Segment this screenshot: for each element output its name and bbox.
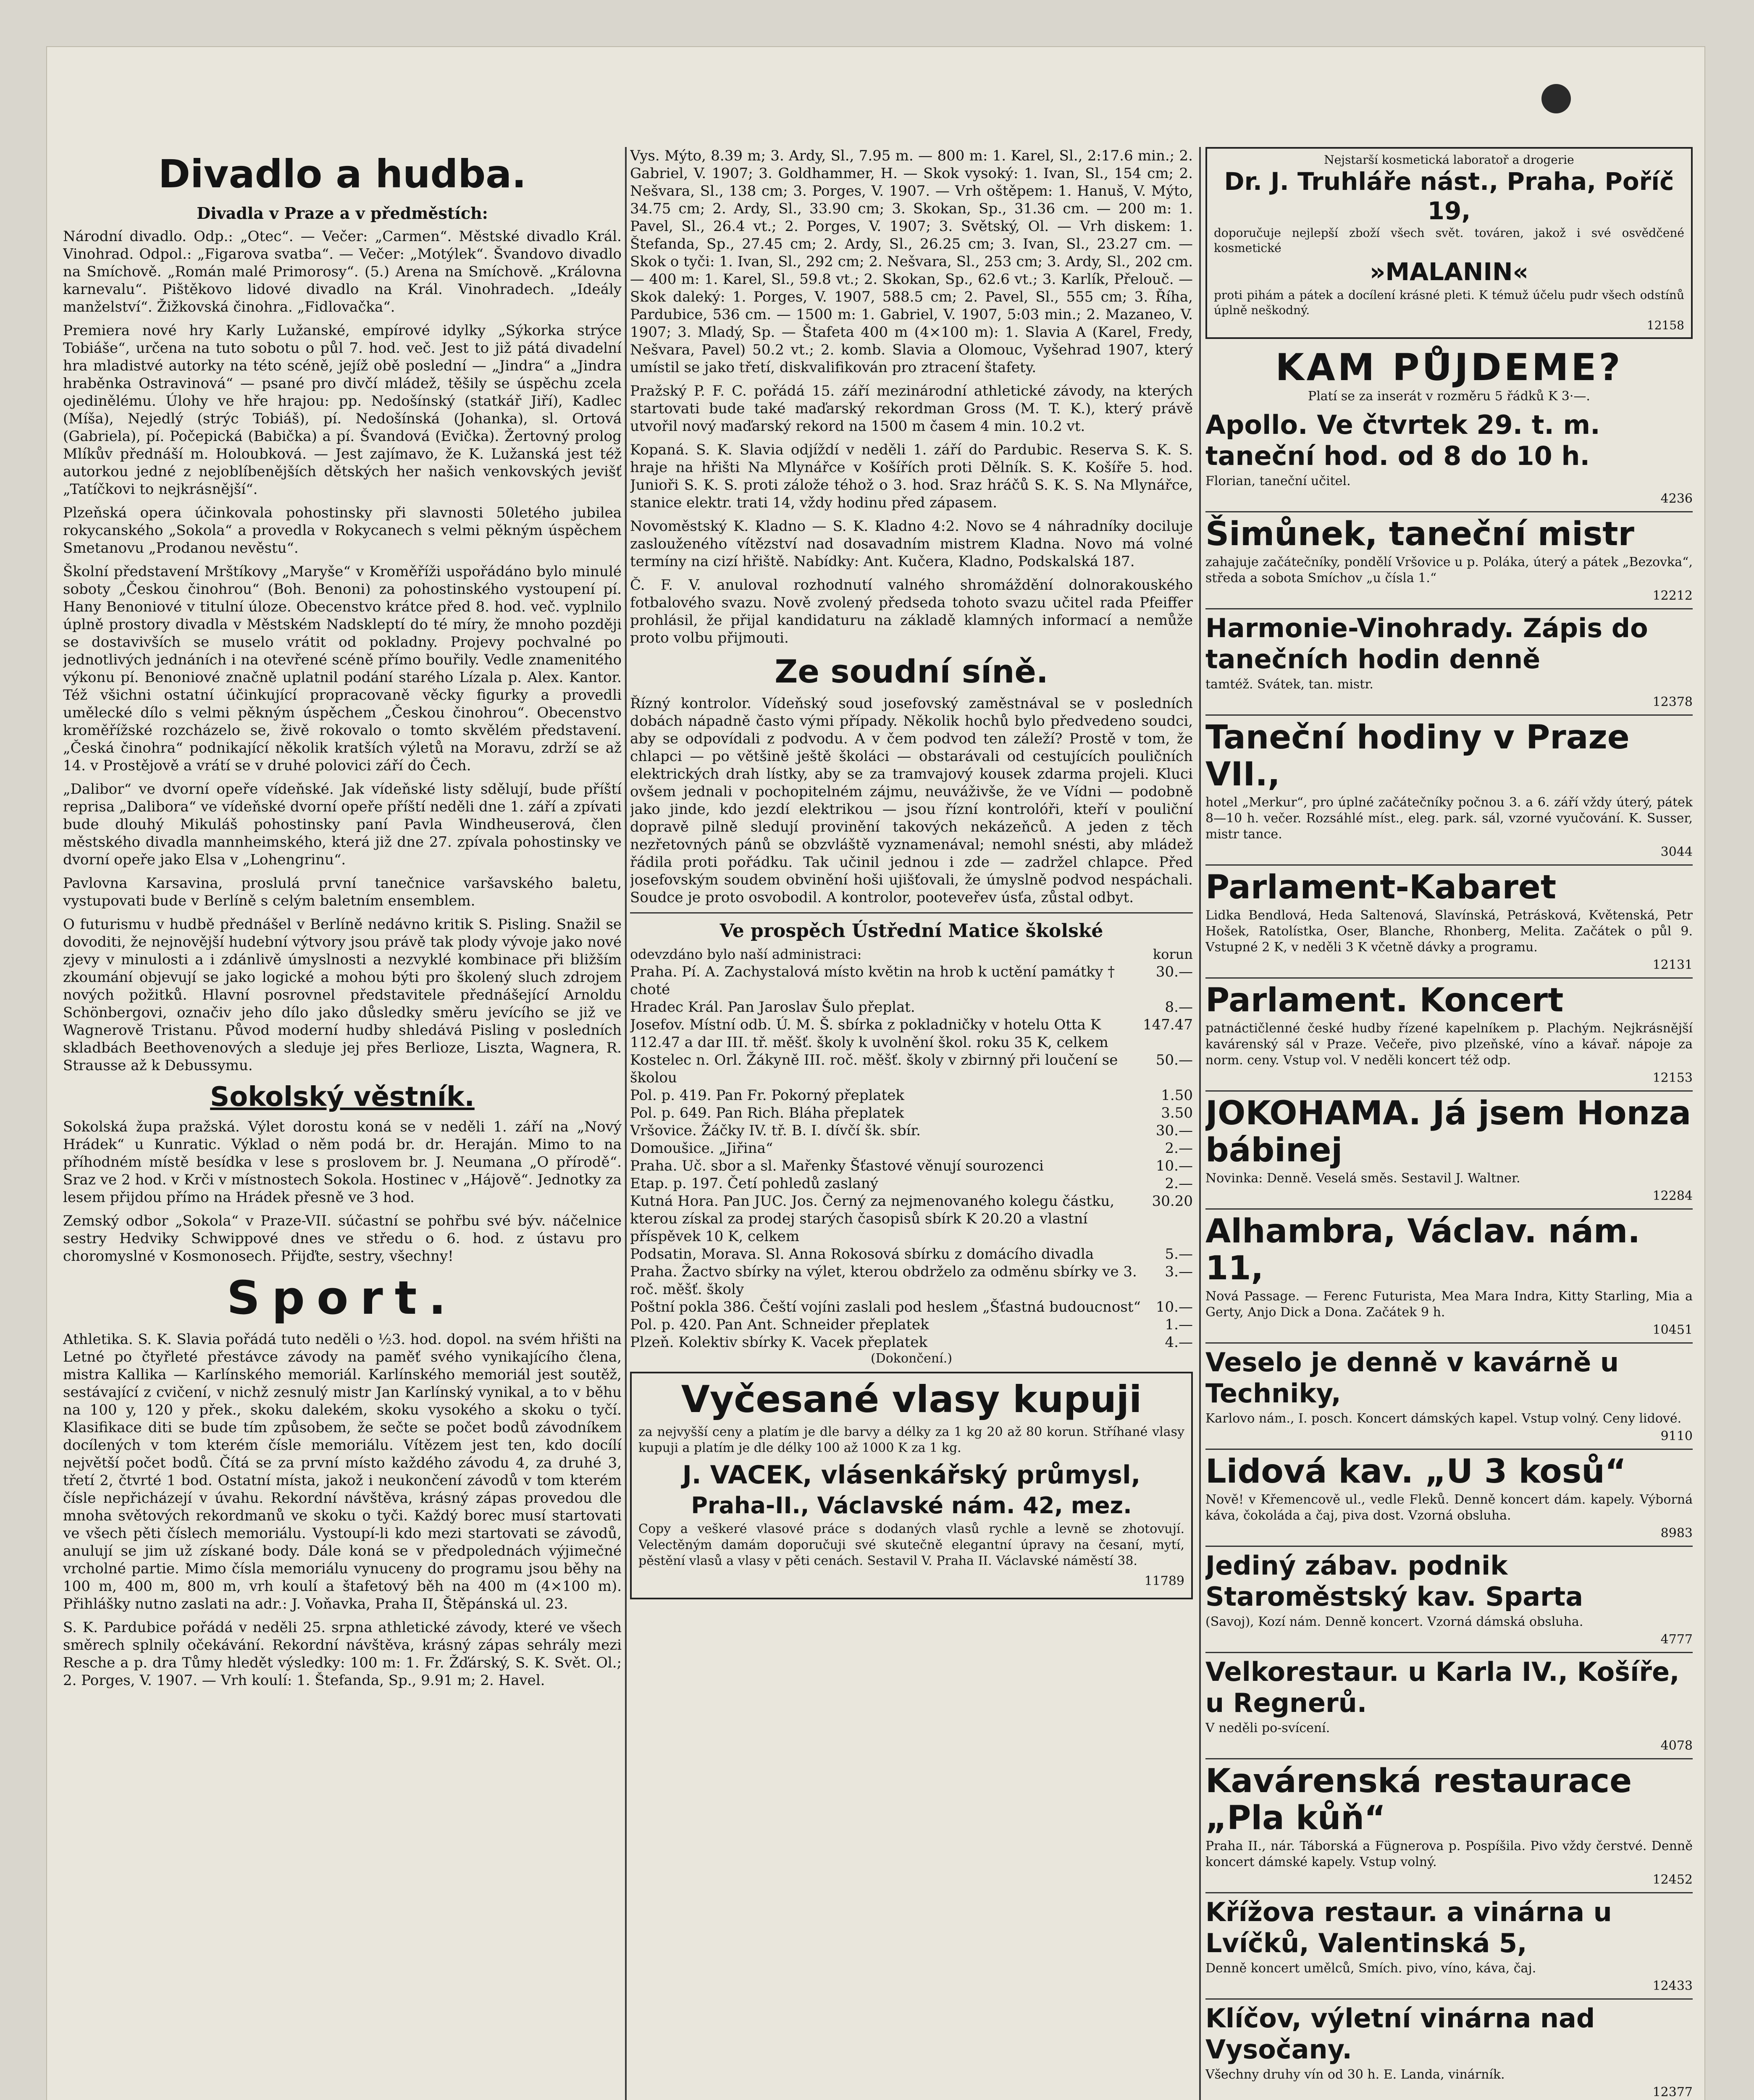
continued-note: (Dokončení.) [870, 1351, 953, 1366]
kam-ad [1205, 719, 1693, 866]
donation-row [630, 1334, 1193, 1351]
article-paragraph: Novoměstský K. Kladno — S. K. Kladno 4:2. Novo se 4 náhradníky dociluje zaslouženého vítězství nad dosavadním mistrem Kladna. Novo má volné termíny na cizí hřiště. Nabídky: Ant. Kučera, Kladno, Podskalská 187. [630, 518, 1193, 570]
ad-code: 4078 [1660, 1738, 1693, 1753]
ad-vacek-address: Praha-II., Václavské nám. 42, mez. [691, 1492, 1132, 1519]
donation-row [630, 1087, 1193, 1104]
kam-ad-text: Lidka Bendlová, Heda Saltenová, Slavínská, Petrásková, Květenská, Petr Hošek, Ratolístka, Oser, Blanche, Rhonberg, Melita. Začátek o půl 9. Vstupné 2 K, v neděli 3 K včetně dávky a programu. [1205, 908, 1693, 955]
donation-text: Vršovice. Žáčky IV. tř. B. I. dívčí šk. sbír. [630, 1122, 921, 1139]
kam-ad-list [1205, 410, 1693, 2100]
kam-ad-text: patnáctičlenné české hudby řízené kapelníkem p. Plachým. Nejkrásnější kavárenský sál v Praze. Večeře, pivo plzeňské, víno a kávař. nápoje za norm. ceny. Vstup vol. V neděli koncert též odp. [1205, 1021, 1693, 1068]
kam-ad [1205, 410, 1693, 512]
kam-ad-text: Nová Passage. — Ferenc Futurista, Mea Mara Indra, Kitty Starling, Mia a Gerty, Anjo Dick a Dona. Začátek 9 h. [1205, 1289, 1693, 1320]
binding-hole-mark [1541, 84, 1571, 113]
ad-code: 12153 [1652, 1071, 1693, 1085]
divider [630, 912, 1193, 914]
matice-subtitle: odevzdáno bylo naší administraci: [630, 946, 862, 962]
divider [1205, 1449, 1693, 1450]
kam-ad-text: Novinka: Denně. Veselá směs. Sestavil J. Waltner. [1205, 1171, 1520, 1186]
article-paragraph: O futurismu v hudbě přednášel v Berlíně nedávno kritik S. Pisling. Snažil se dovoditi, že nejnovější hudební výtvory jsou právě tak plody vývoje jako nové zjevy v minulosti a i zdánlivě úmyslnosti a nezvyklé kombinace při bližším zkoumání objevují se jako logické a mohou býti pro školený sluch zdrojem nových požitků. Hlavní posrovnel představitele přednášející Arnoldu Schönbergovi, označiv jeho dílo jako důsledky směru jevícího se již ve Wagnerově Tristanu. Původ moderní hudby shledává Pisling v posledních skladbách Beethovenových a sleduje jej přes Berlioze, Liszta, Wagnera, R. Strausse až k Debussymu. [63, 916, 622, 1074]
donation-amount: 1.— [1165, 1316, 1193, 1333]
donation-row [630, 1175, 1193, 1192]
divider [1205, 977, 1693, 979]
kam-ad-text: Všechny druhy vín od 30 h. E. Landa, vinárník. [1205, 2067, 1505, 2082]
kam-ad-text: Nově! v Křemencově ul., vedle Fleků. Denně koncert dám. kapely. Výborná káva, čokoláda a čaj, piva dost. Vzorná obsluha. [1205, 1492, 1693, 1523]
ad-vacek [630, 1372, 1193, 1599]
kam-ad-title: Taneční hodiny v Praze VII., [1205, 719, 1630, 793]
kam-ad-title: Šimůnek, taneční mistr [1205, 515, 1635, 553]
ad-truhlar [1205, 147, 1693, 339]
donation-row [630, 1245, 1193, 1263]
kam-ad-text: hotel „Merkur“, pro úplné začátečníky počnou 3. a 6. září vždy úterý, pátek 8—10 h. večer. Rozsáhlé míst., eleg. park. sál, vzorné vyučování. K. Susser, mistr tance. [1205, 795, 1693, 842]
donation-text: Domoušice. „Jiřina“ [630, 1140, 773, 1157]
kam-title: KAM PŮJDEME? [1275, 346, 1623, 389]
donation-row [630, 1016, 1193, 1051]
divider [1205, 1758, 1693, 1759]
kam-ad-text: Florian, taneční učitel. [1205, 474, 1351, 488]
donation-amount: 30.20 [1152, 1193, 1193, 1210]
article-paragraph: Kopaná. S. K. Slavia odjíždí v neděli 1. září do Pardubic. Reserva S. K. S. hraje na hřišti Na Mlynářce v Košířích proti Dělník. S. K. Košíře 5. hod. Junioři S. K. S. proti zálože téhož o 3. hod. Sraz hráčů S. K. S. Na Mlynářce, stanice elektr. trati 14, vždy hodinu před zápasem. [630, 441, 1193, 511]
divider [1205, 1342, 1693, 1344]
divider [1205, 608, 1693, 609]
donation-row [630, 1051, 1193, 1087]
ad-code: 4777 [1660, 1632, 1693, 1647]
column-rule [625, 147, 627, 2100]
column-3 [1205, 147, 1693, 2100]
kam-ad [1205, 2003, 1693, 2100]
donation-amount: 50.— [1155, 1052, 1193, 1068]
donation-amount: 1.50 [1161, 1087, 1193, 1104]
ad-truhlar-text: doporučuje nejlepší zboží všech svět. továren, jakož i své osvědčené kosmetické [1214, 226, 1684, 255]
donation-amount: 5.— [1165, 1246, 1193, 1263]
ad-vacek-text2: Copy a veškeré vlasové práce s dodaných vlasů rychle a levně se zhotovují. Velectěným damám doporučuji své skutečně elegantní úpravy na česaní, mytí, pěstění vlasů a vlasy v pěti cenách. Sestavil V. Praha II. Václavské náměstí 38. [638, 1522, 1184, 1568]
article-paragraph: Pavlovna Karsavina, proslulá první tanečnice varšavského baletu, vystupovati bude v Berlíně s celým baletním ensemblem. [63, 875, 622, 909]
donation-amount: 147.47 [1143, 1016, 1193, 1033]
kam-ad [1205, 1453, 1693, 1547]
section-title-matice: Ve prospěch Ústřední Matice školské [719, 920, 1103, 942]
donation-amount: 30.— [1155, 1122, 1193, 1139]
donation-amount: 10.— [1155, 1158, 1193, 1174]
kam-ad-title: Kavárenská restaurace „Pla kůň“ [1205, 1762, 1632, 1837]
theatre-listing: Národní divadlo. Odp.: „Otec“. — Večer: „Carmen“. Městské divadlo Král. Vinohrad. Odpol.: „Figarova svatba“. — Večer: „Motýlek“. Švandovo divadlo na Smíchově. „Román malé Primorosy“. (5.) Arena na Smíchově. „Královna karnevalu“. Pištěkovo lidové divadlo na Král. Vinohradech. „Ideály manželství“. Žižkovská činohra. „Fidlovačka“. [63, 228, 622, 315]
article-paragraph: Č. F. V. anuloval rozhodnutí valného shromáždění dolnorakouského fotbalového svazu. Nově zvolený předseda tohoto svazu učitel rada Pfeiffer prohlásil, že přijal kandidaturu na základě klamných informací a nemůže proto volbu přijmouti. [630, 577, 1193, 646]
donation-text: Pol. p. 419. Pan Fr. Pokorný přeplatek [630, 1087, 905, 1104]
ad-code: 12452 [1652, 1872, 1693, 1887]
kam-ad-title: Apollo. Ve čtvrtek 29. t. m. taneční hod. od 8 do 10 h. [1205, 410, 1600, 471]
donation-row [630, 1104, 1193, 1122]
donation-text: Plzeň. Kolektiv sbírky K. Vacek přeplatek [630, 1334, 928, 1351]
ad-truhlar-malanin: »MALANIN« [1369, 257, 1529, 286]
divider [1205, 1998, 1693, 2000]
donation-amount: 4.— [1165, 1334, 1193, 1351]
ad-code: 12378 [1652, 695, 1693, 709]
article-paragraph: „Dalibor“ ve dvorní opeře vídeňské. Jak vídeňské listy sdělují, bude příští reprisa „Dalibora“ ve vídeňské dvorní opeře příští neděli dne 1. září a zpívati bude dlouhý Mikuláš pohostinsky paní Pavla Windheuserová, člen městského divadla mannheimského, která již dne 27. zpívala pohostinsky ve dvorní opeře jako Elsa v „Lohengrinu“. [63, 781, 622, 868]
section-subtitle-theatre: Divadla v Praze a v předměstích: [197, 204, 488, 223]
column-rule [1199, 147, 1201, 2100]
donation-row [630, 998, 1193, 1016]
ad-code: 12131 [1652, 958, 1693, 972]
section-title-sport: Sport. [226, 1271, 458, 1325]
article-paragraph: Řízný kontrolor. Vídeňský soud josefovský zaměstnával se v posledních dobách nápadně často vými případy. Několik hochů bylo předvedeno soudci, aby se odpovídali z podvodu. A v čem podvod ten záleží? Prostě v tom, že chlapci — po většině ještě školáci — obstarávali od cestujících pouličních elektrických drah lístky, aby se za tramvajový kousek zdarma projeli. Kluci ovšem jednali v pochopitelném zájmu, neuváživše, že ve Vídni — podobně jako jinde, kdo jezdí elektrikou — jsou řízní kontrolóři, kteří v pouliční dopravě pilně sledují provinění takových nekázeňců. A jeden z těch nezřetovných pánů se obzvláště vyznamenával; nemohl snésti, aby mládež řádila proti pořádku. Tak učinil jednou i zde — zadržel chlapce. Před josefovským soudem obvinění hoši ujišťovali, že úmyslně podvod nespáchali. Soudce je proto osvobodil. A kontrolor, pooteveřev úsťa, zůstal odbyt. [630, 695, 1193, 906]
article-paragraph: Školní představení Mrštíkovy „Maryše“ v Kroměříži uspořádáno bylo minulé soboty „Českou činohrou“ (Boh. Benoni) za pohostinského vystoupení pí. Hany Benoniové v titulní úloze. Obecenstvo krátce před 8. hod. več. vyplnilo úplně prostory divadla v Městském Nadskleptí do té míry, že mnoho později se dostavivších se muselo vrátit od pokladny. Projevy pochvalné po jednotlivých jednáních i na otevřené scéně přímo bouřily. Vedle znamenitého výkonu pí. Benoniové značně uplatnil podání starého Lízala p. Alex. Kantor. Též všichni ostatní účinkující propracovaně věcky figurky a provedli umělecké dílo s velmi pěkným úspěchem „Českou činohrou“. Obecenstvo kroměřížské rozcházelo se, živě rokovalo o tomto skvělém představení. „Česká činohra“ podnikající několik kratších výletů na Moravu, zdrží se až 14. v Prostějově a vrátí se v druhé polovici září do Čech. [63, 563, 622, 774]
kam-ad-title: Klíčov, výletní vinárna nad Vysočany. [1205, 2003, 1595, 2065]
donation-text: Pol. p. 420. Pan Ant. Schneider přeplatek [630, 1316, 929, 1333]
article-paragraph: Sokolská župa pražská. Výlet dorostu koná se v neděli 1. září na „Nový Hrádek“ u Kunratic. Výklad o něm podá br. dr. Heraján. Mimo to na příhodném místě besídka v lese s proslovem br. J. Neumana „O přírodě“. Sraz ve 2 hod. v Krči v místnostech Sokola. Hostinec v „Hájově“. Jednotky za lesem přijdou přímo na Hrádek přesně ve 3 hod. [63, 1118, 622, 1206]
sport-results: Vys. Mýto, 8.39 m; 3. Ardy, Sl., 7.95 m. — 800 m: 1. Karel, Sl., 2:17.6 min.; 2. Gabriel, V. 1907; 3. Goldhammer, H. — Skok vysoký: 1. Ivan, Sl., 154 cm; 2. Nešvara, Sl., 138 cm; 3. Porges, V. 1907. — Vrh oštěpem: 1. Hanuš, V. Mýto, 34.75 cm; 2. Ardy, Sl., 33.90 cm; 3. Skokan, Sp., 31.36 cm. — 200 m: 1. Pavel, Sl., 26.4 vt.; 2. Porges, V. 1907; 3. Světský, Ol. — Vrh diskem: 1. Štefanda, Sp., 27.45 cm; 2. Ardy, Sl., 26.25 cm; 3. Ivan, Sl., 23.27 cm. — Skok o tyči: 1. Ivan, Sl., 292 cm; 2. Nešvara, Sl., 253 cm; 3. Ardy, Sl., 202 cm. — 400 m: 1. Karel, Sl., 59.8 vt.; 2. Skokan, Sp., 62.6 vt.; 3. Karlík, Přelouč. — Skok daleký: 1. Porges, V. 1907, 588.5 cm; 2. Pavel, Sl., 555 cm; 3. Říha, Pardubice, 536 cm. — 1500 m: 1. Gabriel, V. 1907, 5:03 min.; 2. Mazaneo, V. 1907; 3. Mladý, Sp. — Štafeta 400 m (4×100 m): 1. Slavia A (Karel, Fredy, Nešvara, Pavel) 50.2 vt.; 2. komb. Slavia a Olomouc, Vyšehrad 1907, který umístil se jako třetí, diskvalifikován pro ztracení štafety. [630, 147, 1193, 376]
kam-ad-title: Alhambra, Václav. nám. 11, [1205, 1213, 1640, 1287]
ad-code: 12284 [1652, 1189, 1693, 1203]
donation-text: Praha. Uč. sbor a sl. Mařenky Šťastové věnují sourozenci [630, 1158, 1044, 1174]
kam-ad-title: Křížova restaur. a vinárna u Lvíčků, Valentinská 5, [1205, 1897, 1612, 1958]
donation-row [630, 963, 1193, 998]
donation-text: Praha. Žactvo sbírky na výlet, kterou obdrželo za odměnu sbírky ve 3. roč. měšť. školy [630, 1263, 1137, 1298]
ad-code: 12433 [1652, 1979, 1693, 1993]
ad-code: 3044 [1660, 845, 1693, 859]
donation-list [630, 963, 1193, 1351]
divider [1205, 1208, 1693, 1210]
ad-code: 9110 [1660, 1429, 1693, 1444]
ad-truhlar-top: Nejstarší kosmetická laboratoř a drogerie [1324, 153, 1574, 167]
donation-row [630, 1316, 1193, 1334]
kam-ad-title: Veselo je denně v kavárně u Techniky, [1205, 1347, 1619, 1409]
kam-ad-text: Karlovo nám., I. posch. Koncert dámských kapel. Vstup volný. Ceny lidové. [1205, 1411, 1682, 1426]
divider [1205, 864, 1693, 866]
article-paragraph: Plzeňská opera účinkovala pohostinsky při slavnosti 50letého jubilea rokycanského „Sokola“ a provedla v Rokycanech s velmi pěkným úspěchem Smetanovu „Prodanou nevěstu“. [63, 504, 622, 556]
kam-ad-title: Velkorestaur. u Karla IV., Košíře, u Regnerů. [1205, 1656, 1680, 1718]
kam-ad [1205, 1095, 1693, 1210]
donation-text: Kostelec n. Orl. Žákyně III. roč. měšť. školy v zbirnný při loučení se školou [630, 1052, 1118, 1086]
kam-ad [1205, 1347, 1693, 1450]
kam-ad-text: tamtéž. Svátek, tan. mistr. [1205, 677, 1373, 692]
article-paragraph: Athletika. S. K. Slavia pořádá tuto neděli o ½3. hod. dopol. na svém hřišti na Letné po čtyřleté přestávce závody na paměť svého vynikajícího člena, mistra Kallika — Karlínského memoriál. Karlínského memoriál jest soutěž, sestávající z cvičení, v nichž zesnulý mistr Jan Karlínský vynikal, a to v běhu na 100 y, 120 y přek., skoku dalekém, skoku vysokého a skoku o tyčí. Klasifikace diti se bude tím způsobem, že sečte se počet bodů závodníkem docílených v tom kterém čísle memoriálu. Vítězem jest ten, kdo docílí největší počet bodů. Čítá se za první místo každého závodu 4, za druhé 3, třetí 2, čtvrté 1 bod. Ostatní místa, jakož i neukončení závodů v tom kterém čísle nepřicházejí v úvahu. Rekordní návštěva, krásný zápas provedou dle mnoha světových rekordmanů ve skoku o tyči. Každý borec musí startovati ve všech pěti číslech memoriálu. Vystoupí-li kdo mezi startovati se závodů, anulují se jim už získané body. Dále koná se v předpolednách výjimečné vrcholné partie. Mimo čísla memoriálu vynuceny do programu jsou běhy na 100 m, 400 m, 800 m, vrh koulí a štafetový běh na 400 m (4×100 m). Přihlášky nutno zaslati na adr.: J. Voňavka, Praha II, Štěpánská ul. 23. [63, 1331, 622, 1612]
donation-amount: 2.— [1165, 1140, 1193, 1157]
divider [1205, 714, 1693, 716]
kam-ad-text: (Savoj), Kozí nám. Denně koncert. Vzorná dámská obsluha. [1205, 1614, 1583, 1629]
kam-ad-title: Parlament. Koncert [1205, 982, 1564, 1019]
ad-code: 8983 [1660, 1526, 1693, 1541]
kam-ad-title: Harmonie-Vinohrady. Zápis do tanečních hodin denně [1205, 613, 1648, 675]
kam-ad [1205, 516, 1693, 609]
donation-row [630, 1298, 1193, 1316]
donation-row [630, 1122, 1193, 1139]
donation-amount: 8.— [1165, 999, 1193, 1016]
kam-ad-title: Jediný zábav. podnik Staroměstský kav. Sparta [1205, 1550, 1583, 1612]
donation-text: Poštní pokla 386. Čeští vojíni zaslali pod heslem „Šťastná budoucnost“ [630, 1299, 1141, 1315]
kam-ad [1205, 613, 1693, 716]
ad-code: 12212 [1652, 588, 1693, 603]
donation-amount: 3.— [1165, 1263, 1193, 1280]
kam-ad [1205, 1550, 1693, 1653]
article-paragraph: S. K. Pardubice pořádá v neděli 25. srpna athletické závody, které ve všech směrech splnily očekávání. Rekordní návštěva, krásný zápas sehrály mezi Resche a p. dra Tůmy hledět výsledky: 100 m: 1. Fr. Žďárský, S. K. Svět. Ol.; 2. Porges, V. 1907. — Vrh koulí: 1. Štefanda, Sp., 9.91 m; 2. Havel. [63, 1619, 622, 1689]
column-1 [63, 147, 622, 2100]
divider [1205, 1892, 1693, 1893]
section-title-theatre: Divadlo a hudba. [158, 152, 527, 197]
donation-text: Pol. p. 649. Pan Rich. Bláha přeplatek [630, 1105, 904, 1121]
section-title-sokol: Sokolský věstník. [210, 1082, 475, 1113]
section-title-court: Ze soudní síně. [775, 653, 1048, 690]
divider [1205, 511, 1693, 512]
matice-subtitle-row [630, 945, 1193, 963]
kam-subtitle: Platí se za inserát v rozměru 5 řádků K 3·—. [1308, 389, 1590, 404]
column-2 [630, 147, 1193, 2100]
article-paragraph: Premiera nové hry Karly Lužanské, empírové idylky „Sýkorka strýce Tobiáše“, určena na tuto sobotu o půl 7. hod. več. Jest to již pátá divadelní hra mladistvé autorky na této scéně, jejíž obě poslední — „Jindra“ a „Jindra hraběnka Ostravinová“ — psané pro divčí mládež, těšily se úspěchu zcela ojedinělému. Úlohy ve hře hrajou: pp. Nedošínský (statkář Jiří), Kadlec (Míša), Nejedlý (strýc Tobiáš), pí. Nedošínská (Johanka), sl. Ortová (Gabriela), pí. Počepická (Babička) a pí. Švandová (Evička). Žertovný prolog Mlíkův přednáší m. Holoubková. — Jest zajímavo, že K. Lužanská jest též autorkou jedné z nejoblíbenějších dětských her našich venkovských jevišť „Tatíčkovi to nejkrásnější“. [63, 322, 622, 498]
ad-vacek-name: J. VACEK, vlásenkářský průmysl, [682, 1460, 1141, 1490]
ad-code: 12377 [1652, 2085, 1693, 2100]
ad-truhlar-name: Dr. J. Truhláře nást., Praha, Poříč 19, [1224, 167, 1674, 225]
donation-row [630, 1139, 1193, 1157]
currency-label: korun [1153, 946, 1193, 962]
donation-amount: 30.— [1155, 963, 1193, 980]
kam-ad [1205, 1213, 1693, 1344]
kam-ad-title: Parlament-Kabaret [1205, 869, 1557, 906]
kam-ad-text: zahajuje začátečníky, pondělí Vršovice u p. Poláka, úterý a pátek „Bezovka“, středa a sobota Smíchov „u čísla 1.“ [1205, 555, 1693, 585]
kam-ad-text: Denně koncert umělců, Smích. pivo, víno, káva, čaj. [1205, 1961, 1536, 1976]
divider [1205, 1090, 1693, 1092]
ad-truhlar-text2: proti pihám a pátek a docílení krásné pleti. K témuž účelu pudr všech odstínů úplně neškodný. [1214, 288, 1684, 317]
kam-ad [1205, 1763, 1693, 1893]
donation-row [630, 1192, 1193, 1245]
donation-text: Kutná Hora. Pan JUC. Jos. Černý za nejmenovaného kolegu částku, kterou získal za prodej starých časopisů sbírk K 20.20 a vlastní příspěvek 10 K, celkem [630, 1193, 1115, 1245]
donation-amount: 2.— [1165, 1175, 1193, 1192]
donation-row [630, 1263, 1193, 1298]
kam-ad-title: JOKOHAMA. Já jsem Honza bábinej [1205, 1095, 1691, 1169]
donation-text: Josefov. Místní odb. Ú. M. Š. sbírka z pokladničky v hotelu Otta K 112.47 a dar III. tř. měšť. školy k uvolnění škol. roku 35 K, celkem [630, 1016, 1108, 1051]
donation-amount: 10.— [1155, 1299, 1193, 1315]
donation-text: Hradec Král. Pan Jaroslav Šulo přeplat. [630, 999, 915, 1016]
kam-ad-title: Lidová kav. „U 3 kosů“ [1205, 1453, 1627, 1491]
kam-ad-text: V neděli po-svícení. [1205, 1721, 1330, 1735]
kam-ad [1205, 1656, 1693, 1759]
donation-text: Etap. p. 197. Četí pohledů zaslaný [630, 1175, 878, 1192]
kam-ad-text: Praha II., nár. Táborská a Fügnerova p. Pospíšila. Pivo vždy čerstvé. Denně koncert dámské kapely. Vstup volný. [1205, 1839, 1693, 1869]
divider [1205, 1652, 1693, 1653]
newspaper-page [46, 46, 1705, 2100]
article-paragraph: Pražský P. F. C. pořádá 15. září mezinárodní athletické závody, na kterých startovati bude také maďarský rekordman Gross (M. T. K.), který právě utvořil nový maďarský rekord na 1500 m časem 4 min. 10.2 vt. [630, 383, 1193, 435]
ad-code: 10451 [1652, 1323, 1693, 1337]
ad-code: 4236 [1660, 491, 1693, 506]
ad-vacek-text: za nejvyšší ceny a platím je dle barvy a délky za 1 kg 20 až 80 korun. Stříhané vlasy kupuji a platím je dle délky 100 až 1000 K za 1 kg. [638, 1425, 1184, 1455]
donation-amount: 3.50 [1161, 1105, 1193, 1121]
donation-text: Podsatin, Morava. Sl. Anna Rokosová sbírku z domácího divadla [630, 1246, 1094, 1263]
ad-code: 12158 [1646, 318, 1684, 332]
kam-ad [1205, 869, 1693, 979]
ad-code: 11789 [1144, 1574, 1184, 1588]
donation-text: Praha. Pí. A. Zachystalová místo květin na hrob k uctění památky † choté [630, 963, 1115, 998]
ad-vacek-title: Vyčesané vlasy kupuji [681, 1378, 1142, 1421]
article-paragraph: Zemský odbor „Sokola“ v Praze-VII. súčastní se pohřbu své býv. náčelnice sestry Hedviky Schwippové dnes ve středu o 6. hod. z ústavu pro choromyslné v Kosmonosech. Přijďte, sestry, všechny! [63, 1213, 622, 1265]
kam-ad [1205, 1897, 1693, 2000]
divider [1205, 1546, 1693, 1547]
donation-row [630, 1157, 1193, 1175]
kam-ad [1205, 982, 1693, 1092]
